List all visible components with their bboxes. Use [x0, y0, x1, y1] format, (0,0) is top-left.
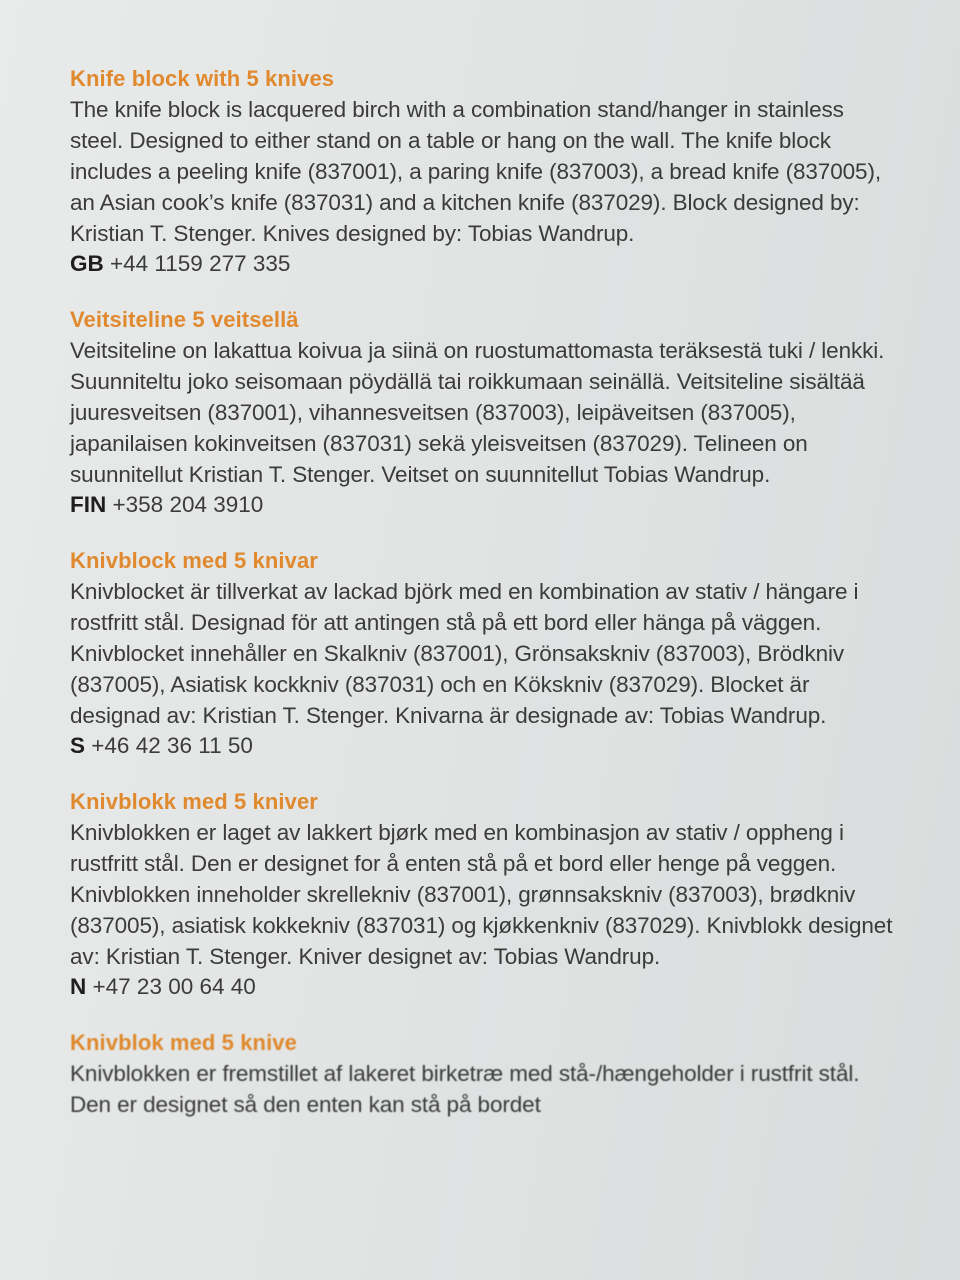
section-english	[70, 64, 900, 279]
section-finnish	[70, 305, 900, 520]
section-danish	[70, 1028, 900, 1120]
section-body: The knife block is lacquered birch with a combination stand/hanger in stainless steel. Designed to either stand on a table or hang on the wall. The knife block includes a peeling knife (837001), a paring knife (837003), a bread knife (837005), an Asian cook’s knife (837031) and a kitchen knife (837029). Block designed by: Kristian T. Stenger. Knives designed by: Tobias Wandrup.	[70, 97, 881, 246]
phone-number: +44 1159 277 335	[110, 251, 291, 276]
contact-line	[70, 249, 900, 279]
section-norwegian	[70, 787, 900, 1002]
section-body: Knivblocket är tillverkat av lackad björk med en kombination av stativ / hängare i rostfritt stål. Designad för att antingen stå på ett bord eller hänga på väggen. Knivblocket innehåller en Skalkniv (837001), Grönsakskniv (837003), Brödkniv (837005), Asiatisk kockkniv (837031) och en Kökskniv (837029). Blocket är designad av: Kristian T. Stenger. Knivarna är designade av: Tobias Wandrup.	[70, 579, 859, 728]
section-title: Knivblok med 5 knive	[70, 1030, 297, 1055]
contact-line	[70, 972, 900, 1002]
section-body: Knivblokken er fremstillet af lakeret birketræ med stå-/hængeholder i rustfrit stål. Den er designet så den enten kan stå på bordet	[70, 1061, 860, 1117]
section-swedish	[70, 546, 900, 761]
phone-number: +358 204 3910	[112, 492, 264, 517]
section-title: Knivblock med 5 knivar	[70, 548, 318, 573]
section-title: Knife block with 5 knives	[70, 66, 335, 91]
country-code: N	[70, 974, 87, 999]
phone-number: +46 42 36 11 50	[91, 733, 253, 758]
country-code: GB	[70, 251, 104, 276]
phone-number: +47 23 00 64 40	[92, 974, 256, 999]
section-body: Knivblokken er laget av lakkert bjørk med en kombinasjon av stativ / oppheng i rustfritt stål. Den er designet for å enten stå på et bord eller henge på veggen. Knivblokken inneholder skrellekniv (837001), grønnsakskniv (837003), brødkniv (837005), asiatisk kokkekniv (837031) og kjøkkenkniv (837029). Knivblokk designet av: Kristian T. Stenger. Kniver designet av: Tobias Wandrup.	[70, 820, 893, 969]
country-code: FIN	[70, 492, 107, 517]
section-title: Knivblokk med 5 kniver	[70, 789, 318, 814]
contact-line	[70, 731, 900, 761]
section-body: Veitsiteline on lakattua koivua ja siinä on ruostumattomasta teräksestä tuki / lenkki. Suunniteltu joko seisomaan pöydällä tai roikkumaan seinällä. Veitsiteline sisältää juuresveitsen (837001), vihannesveitsen (837003), leipäveitsen (837005), japanilaisen kokinveitsen (837031) sekä yleisveitsen (837029). Telineen on suunnitellut Kristian T. Stenger. Veitset on suunnitellut Tobias Wandrup.	[70, 338, 885, 487]
country-code: S	[70, 733, 86, 758]
section-title: Veitsiteline 5 veitsellä	[70, 307, 299, 332]
contact-line	[70, 490, 900, 520]
